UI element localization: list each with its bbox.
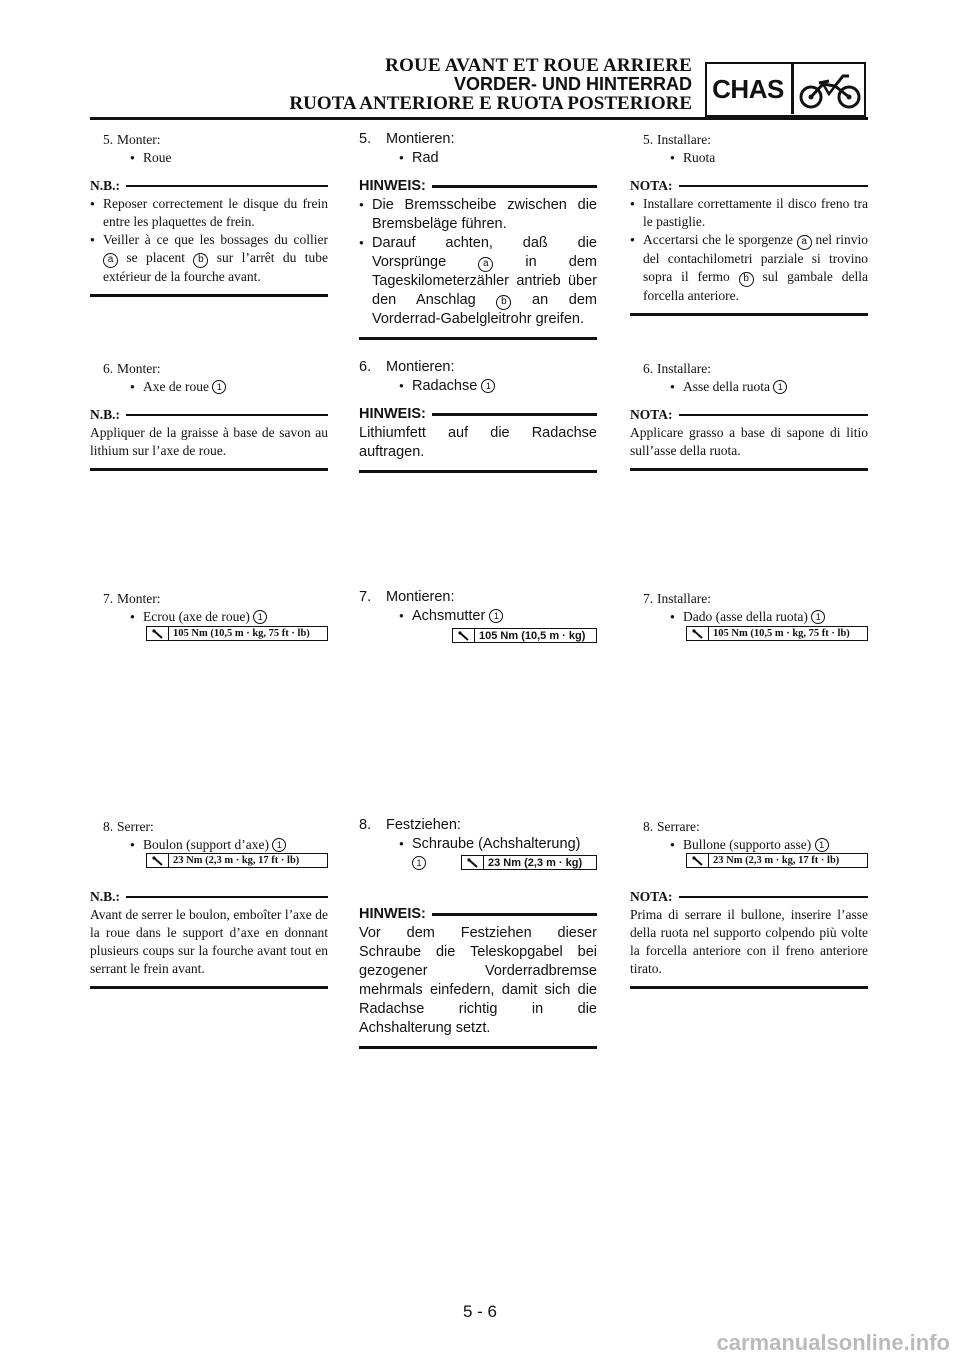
note-end-rule [630, 986, 868, 989]
section-step-7: 7. Montieren: ● Achsmutter 1 [359, 588, 597, 627]
bullet-icon [399, 607, 412, 627]
wrench-icon [687, 627, 709, 640]
torque-spec: 23 Nm (2,3 m · kg, 17 ft · lb) [146, 853, 328, 868]
note-end-rule [90, 294, 328, 297]
title-fr: ROUE AVANT ET ROUE ARRIERE [385, 55, 692, 76]
torque-spec: 105 Nm (10,5 m · kg, 75 ft · lb) [686, 626, 868, 641]
bullet-icon [670, 149, 683, 169]
section-step-5: 5. Monter: ● Roue N.B.: ● Reposer correctement le disque du frein entre les plaquettes de frein. ● Veiller à ce que les bossages du collier a se placent b sur l’arrêt du tube extérieur de la fourche avant. [90, 131, 328, 297]
section-step-7: 7. Installare: ● Dado (asse della ruota) 1 [630, 590, 868, 628]
wrench-icon [147, 854, 169, 867]
bullet-icon [359, 196, 372, 234]
wrench-icon [453, 629, 475, 642]
torque-spec: 105 Nm (10,5 m · kg) [452, 628, 597, 643]
note-end-rule [90, 986, 328, 989]
section-step-7: 7. Monter: ● Ecrou (axe de roue) 1 [90, 590, 328, 628]
bullet-icon [670, 836, 683, 856]
chapter-label: CHAS [712, 74, 784, 104]
note-end-rule [359, 470, 597, 473]
section-step-8: 8. Festziehen: ● Schraube (Achshalterung) 1 HINWEIS: Vor dem Festziehen dieser Schraube die Teleskopgabel bei gezogener Vorderradbremse mehrmals einfedern, damit sich die Radachse richtig in die Achshalterung setzt. [359, 816, 597, 1049]
note-end-rule [359, 1046, 597, 1049]
wrench-icon [462, 856, 484, 869]
bullet-icon [130, 378, 143, 398]
section-step-6: 6. Montieren: ● Radachse 1 HINWEIS: Lithiumfett auf die Radachse auftragen. [359, 358, 597, 473]
bullet-icon [670, 378, 683, 398]
bullet-icon [399, 377, 412, 397]
watermark: carmanualsonline.info [716, 1330, 950, 1355]
note-end-rule [359, 337, 597, 340]
bullet-icon [359, 234, 372, 329]
bullet-icon [630, 231, 643, 305]
section-step-8: 8. Serrare: ● Bullone (supporto asse) 1 NOTA: Prima di serrare il bullone, inserire l’asse della ruota nel supporto colpendo più volte la forcella anteriore con il freno anteriore tirato. [630, 818, 868, 989]
wrench-icon [147, 627, 169, 640]
wrench-icon [687, 854, 709, 867]
page-number: 5 - 6 [462, 1302, 498, 1321]
bullet-icon [130, 149, 143, 169]
note-end-rule [630, 313, 868, 316]
torque-spec: 23 Nm (2,3 m · kg) [461, 855, 597, 870]
badge-divider [791, 64, 794, 114]
bullet-icon [399, 149, 412, 169]
section-step-5: 5. Installare: ● Ruota NOTA: ● Installare correttamente il disco freno tra le pastiglie. ● Accertarsi che le sporgenze a nel rinvio del contachilometri parziale si trovino sopra il fermo b sul gambale della forcella anteriore. [630, 131, 868, 316]
title-it: RUOTA ANTERIORE E RUOTA POSTERIORE [289, 93, 692, 114]
section-step-6: 6. Installare: ● Asse della ruota 1 NOTA: Applicare grasso a base di sapone di litio sull’asse della ruota. [630, 360, 868, 471]
chapter-badge [705, 62, 866, 117]
bullet-icon [90, 195, 103, 231]
torque-spec: 105 Nm (10,5 m · kg, 75 ft · lb) [146, 626, 328, 641]
section-step-5: 5. Montieren: ● Rad HINWEIS: ● Die Bremsscheibe zwischen die Bremsbeläge führen. ● Darauf achten, daß die Vorsprünge a in dem Tageskilometerzähler antrieb über den Anschlag b an dem Vorderrad-Gabelgleitrohr greifen. [359, 130, 597, 340]
bullet-icon [670, 608, 683, 628]
bullet-icon [399, 835, 412, 873]
bullet-icon [630, 195, 643, 231]
torque-spec: 23 Nm (2,3 m · kg, 17 ft · lb) [686, 853, 868, 868]
page-header-titles [289, 56, 692, 113]
bullet-icon [90, 231, 103, 286]
bullet-icon [130, 836, 143, 856]
header-rule [90, 117, 868, 120]
motorcycle-icon [799, 70, 861, 110]
note-end-rule [90, 468, 328, 471]
bullet-icon [130, 608, 143, 628]
section-step-8: 8. Serrer: ● Boulon (support d’axe) 1 N.B.: Avant de serrer le boulon, emboîter l’axe de la roue dans le support d’axe en donnant plusieurs coups sur la fourche avant tout en serrant le frein avant. [90, 818, 328, 989]
note-end-rule [630, 468, 868, 471]
title-de: VORDER- UND HINTERRAD [454, 74, 692, 94]
section-step-6: 6. Monter: ● Axe de roue 1 N.B.: Appliquer de la graisse à base de savon au lithium sur l’axe de roue. [90, 360, 328, 471]
